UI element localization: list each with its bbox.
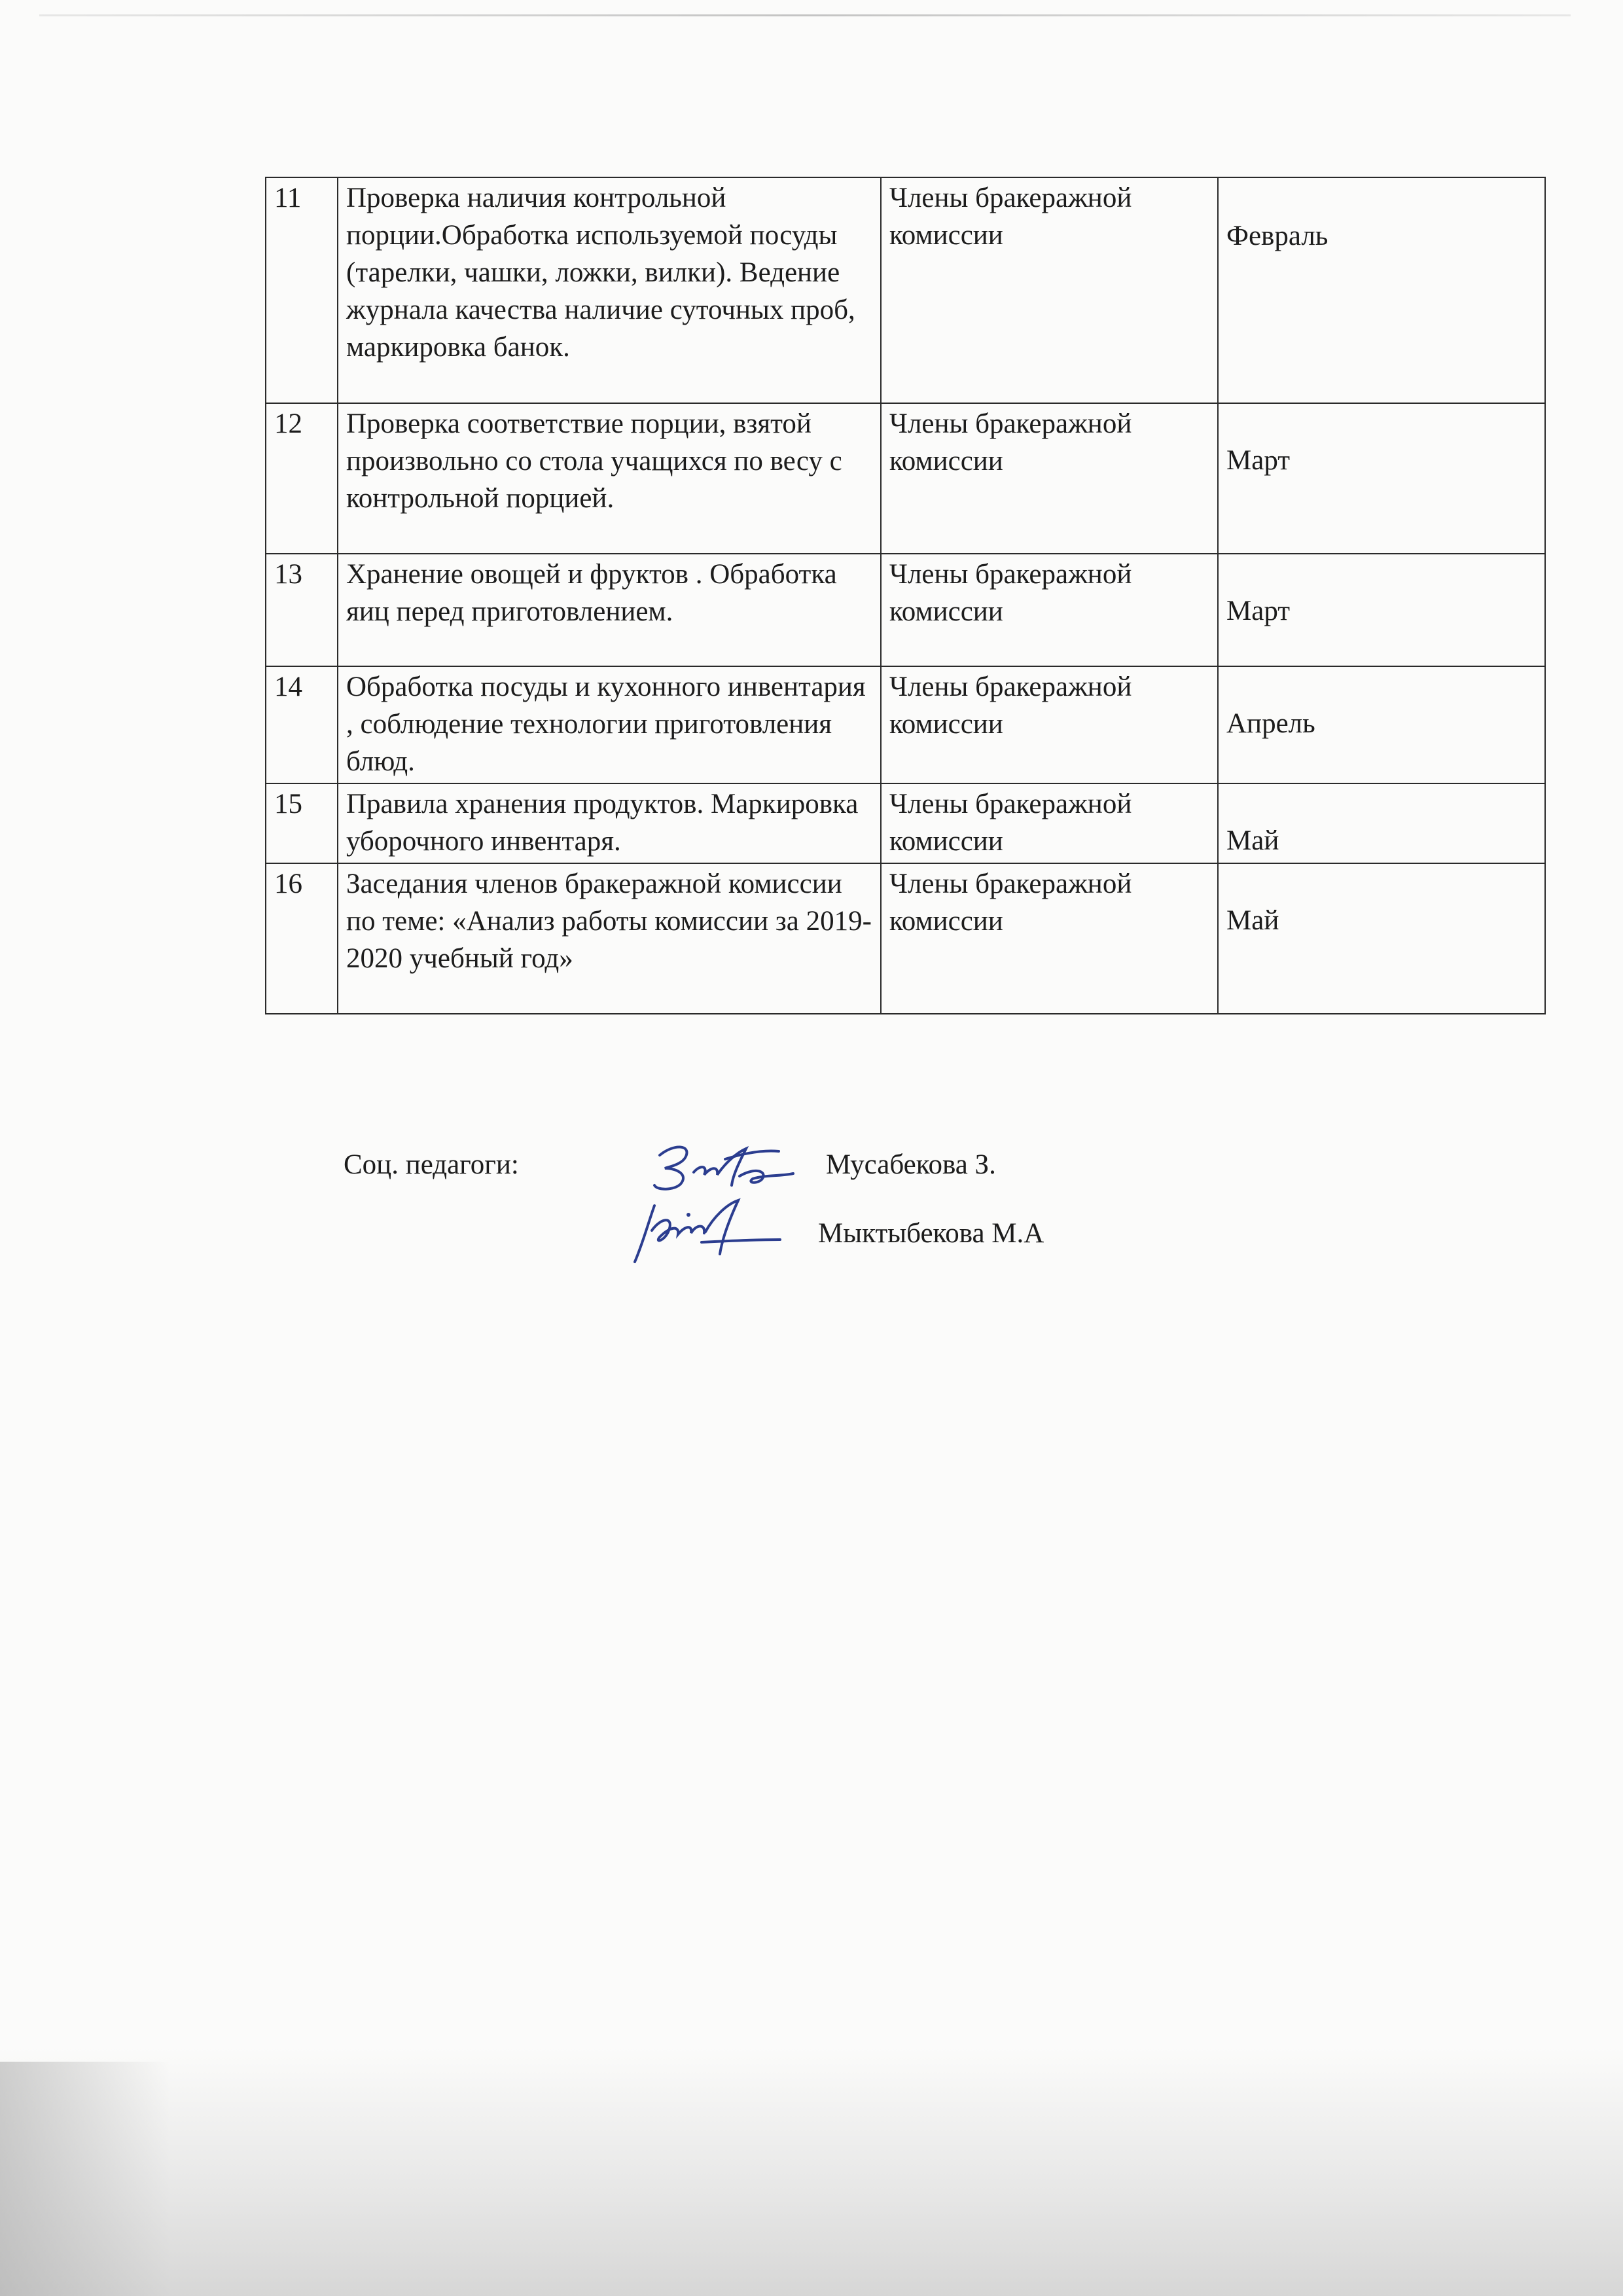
row-month-text: Февраль xyxy=(1226,221,1329,251)
row-topic: Хранение овощей и фруктов . Обработка яиц перед приготовлением. xyxy=(338,554,881,666)
signer-name-2: Мыктыбекова М.А xyxy=(818,1218,1044,1249)
signature-mark-2 xyxy=(628,1191,785,1270)
row-number: 14 xyxy=(266,666,338,783)
row-month-text: Апрель xyxy=(1226,708,1315,739)
row-number: 15 xyxy=(266,783,338,863)
row-topic: Обработка посуды и кухонного инвентария , соблюдение технологии приготовления блюд. xyxy=(338,666,881,783)
signer-name-1: Мусабекова З. xyxy=(826,1149,996,1180)
row-month-text: Май xyxy=(1226,905,1279,936)
row-topic: Заседания членов бракеражной комиссии по теме: «Анализ работы комиссии за 2019-2020 учебный год» xyxy=(338,863,881,1014)
scan-shadow xyxy=(0,2047,1623,2296)
row-responsible: Члены бракеражной комиссии xyxy=(881,783,1218,863)
row-number: 11 xyxy=(266,177,338,403)
row-month-text: Март xyxy=(1226,445,1291,476)
signature-mark-1 xyxy=(648,1129,798,1201)
row-responsible: Члены бракеражной комиссии xyxy=(881,177,1218,403)
row-topic: Правила хранения продуктов. Маркировка уборочного инвентаря. xyxy=(338,783,881,863)
row-responsible: Члены бракеражной комиссии xyxy=(881,863,1218,1014)
row-month-text: Март xyxy=(1226,596,1291,626)
row-number: 13 xyxy=(266,554,338,666)
row-responsible: Члены бракеражной комиссии xyxy=(881,666,1218,783)
row-responsible: Члены бракеражной комиссии xyxy=(881,554,1218,666)
scan-shadow-corner xyxy=(0,2062,170,2296)
row-month-text: Май xyxy=(1226,825,1279,856)
row-number: 12 xyxy=(266,403,338,554)
row-topic: Проверка наличия контрольной порции.Обработка используемой посуды (тарелки, чашки, ложки, вилки). Ведение журнала качества наличие суточных проб, маркировка банок. xyxy=(338,177,881,403)
row-topic: Проверка соответствие порции, взятой произвольно со стола учащихся по весу с контрольной порцией. xyxy=(338,403,881,554)
row-responsible: Члены бракеражной комиссии xyxy=(881,403,1218,554)
row-number: 16 xyxy=(266,863,338,1014)
signer-role-label: Соц. педагоги: xyxy=(344,1149,519,1180)
